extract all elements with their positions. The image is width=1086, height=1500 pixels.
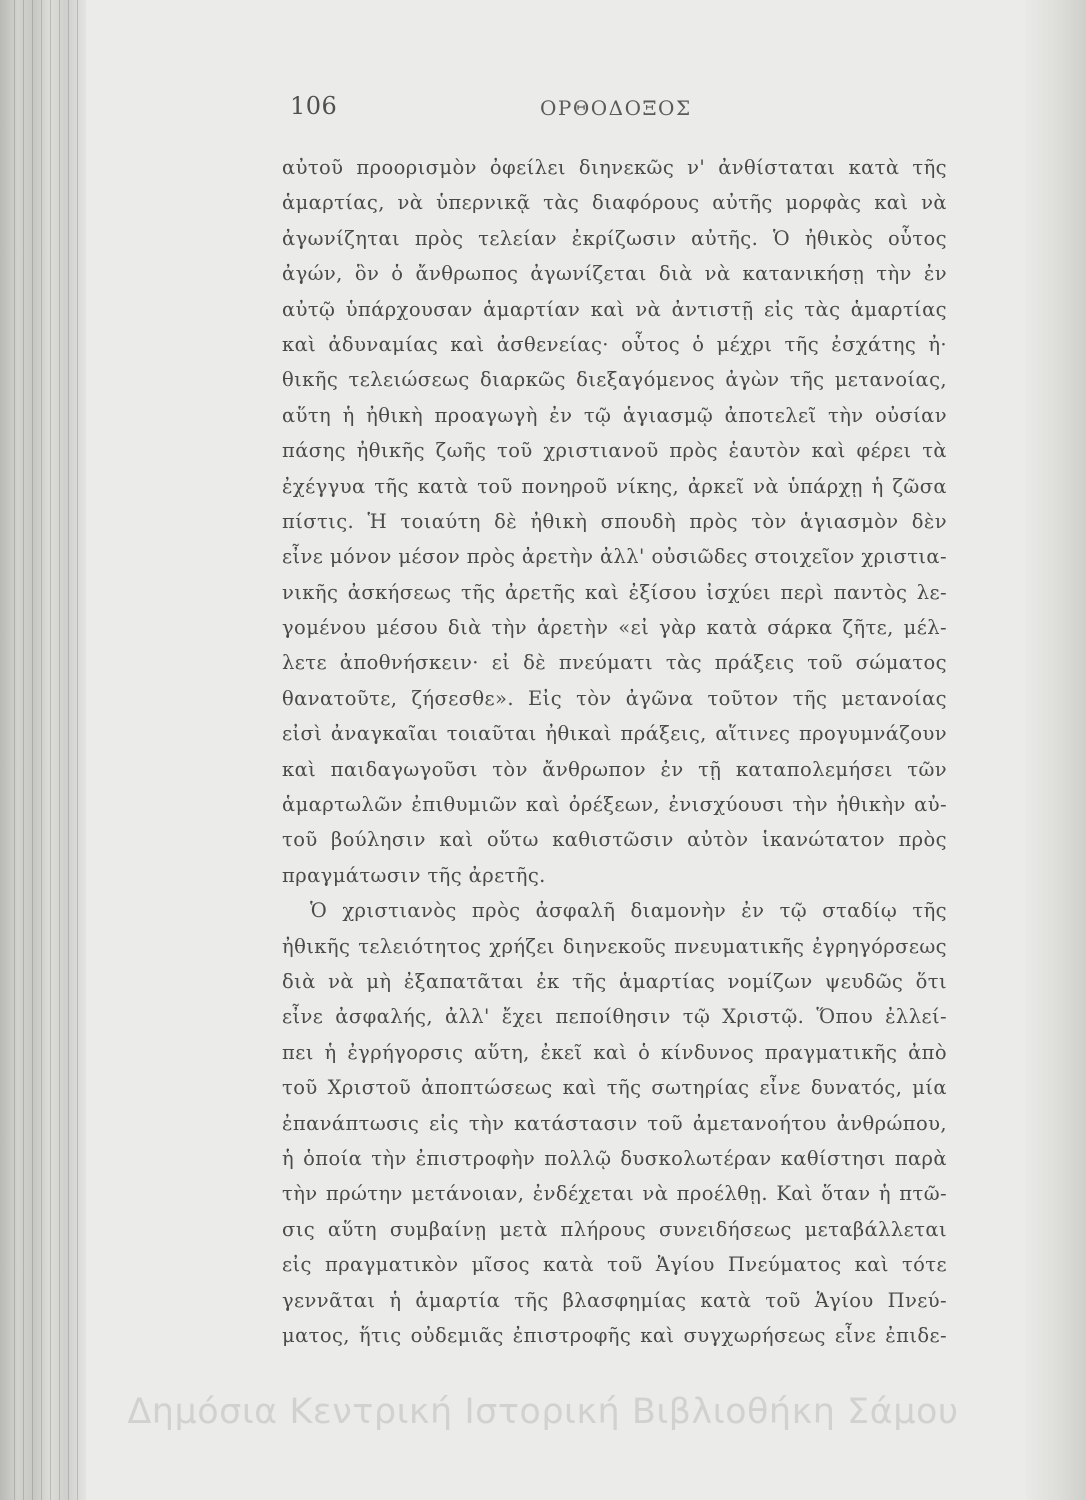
text-line: ἁμαρτωλῶν ἐπιθυμιῶν καὶ ὀρέξεων, ἐνισχύουσι τὴν ἠθικὴν αὐ- <box>282 793 947 817</box>
text-line: γεννᾶται ἡ ἁμαρτία τῆς βλασφημίας κατὰ τοῦ Ἁγίου Πνεύ- <box>282 1288 947 1312</box>
page-number: 106 <box>290 92 338 120</box>
text-line: αὐτῷ ὑπάρχουσαν ἁμαρτίαν καὶ νὰ ἀντιστῇ εἰς τὰς ἁμαρτίας <box>282 297 947 321</box>
text-line: αὕτη ἡ ἠθικὴ προαγωγὴ ἐν τῷ ἁγιασμῷ ἀποτελεῖ τὴν οὐσίαν <box>282 403 947 427</box>
text-line: πραγμάτωσιν τῆς ἀρετῆς. <box>282 863 546 887</box>
body-text <box>282 150 947 1353</box>
text-line: τοῦ Χριστοῦ ἀποπτώσεως καὶ τῆς σωτηρίας εἶνε δυνατός, μία <box>282 1076 947 1100</box>
text-line: θικῆς τελειώσεως διαρκῶς διεξαγόμενος ἀγὼν τῆς μετανοίας, <box>282 368 947 392</box>
text-line: εἰσὶ ἀναγκαῖαι τοιαῦται ἠθικαὶ πράξεις, αἵτινες προγυμνάζουν <box>282 722 947 746</box>
text-line: Ὁ χριστιανὸς πρὸς ἀσφαλῆ διαμονὴν ἐν τῷ σταδίῳ τῆς <box>310 899 947 923</box>
page-stack-lines <box>14 0 84 1500</box>
text-line: τὴν πρώτην μετάνοιαν, ἐνδέχεται νὰ προέλθῃ. Καὶ ὅταν ἡ πτῶ- <box>282 1182 947 1206</box>
library-watermark: Δημόσια Κεντρική Ιστορική Βιβλιοθήκη Σάμου <box>127 1392 959 1432</box>
text-line: ἁμαρτίας, νὰ ὑπερνικᾷ τὰς διαφόρους αὐτῆς μορφὰς καὶ νὰ <box>282 191 947 215</box>
text-line: ἡ ὁποία τὴν ἐπιστροφὴν πολλῷ δυσκολωτέραν καθίστησι παρὰ <box>282 1146 947 1170</box>
text-line: θανατοῦτε, ζήσεσθε». Εἰς τὸν ἀγῶνα τοῦτον τῆς μετανοίας <box>282 686 947 710</box>
text-line: πει ἡ ἐγρήγορσις αὕτη, ἐκεῖ καὶ ὁ κίνδυνος πραγματικῆς ἀπὸ <box>282 1040 947 1064</box>
page-edge-right <box>1026 0 1086 1500</box>
text-line: εἶνε μόνον μέσον πρὸς ἀρετὴν ἀλλ' οὐσιῶδες στοιχεῖον χριστια- <box>282 545 947 569</box>
text-line: ἀγών, ὃν ὁ ἄνθρωπος ἀγωνίζεται διὰ νὰ κατανικήσῃ τὴν ἐν <box>282 262 947 286</box>
text-line: διὰ νὰ μὴ ἐξαπατᾶται ἐκ τῆς ἁμαρτίας νομίζων ψευδῶς ὅτι <box>282 969 947 993</box>
text-line: αὐτοῦ προορισμὸν ὀφείλει διηνεκῶς ν' ἀνθίσταται κατὰ τῆς <box>282 156 947 179</box>
text-line: εἶνε ἀσφαλής, ἀλλ' ἔχει πεποίθησιν τῷ Χριστῷ. Ὅπου ἐλλεί- <box>282 1005 947 1029</box>
text-line: ἀγωνίζηται πρὸς τελείαν ἐκρίζωσιν αὐτῆς. Ὁ ἠθικὸς οὗτος <box>282 226 947 250</box>
page-header <box>0 92 1086 132</box>
text-line: σις αὕτη συμβαίνῃ μετὰ πλήρους συνειδήσεως μεταβάλλεται <box>282 1217 947 1241</box>
text-line: νικῆς ἀσκήσεως τῆς ἀρετῆς καὶ ἐξίσου ἰσχύει περὶ παντὸς λε- <box>282 580 947 604</box>
text-line: πάσης ἠθικῆς ζωῆς τοῦ χριστιανοῦ πρὸς ἑαυτὸν καὶ φέρει τὰ <box>282 439 947 463</box>
running-head: ΟΡΘΟΔΟΞΟΣ <box>540 96 692 120</box>
text-line: ἐπανάπτωσις εἰς τὴν κατάστασιν τοῦ ἀμετανοήτου ἀνθρώπου, <box>282 1111 947 1135</box>
text-line: τοῦ βούλησιν καὶ οὕτω καθιστῶσιν αὐτὸν ἱκανώτατον πρὸς <box>282 828 947 852</box>
text-line: καὶ ἀδυναμίας καὶ ἀσθενείας· οὗτος ὁ μέχρι τῆς ἐσχάτης ἠ· <box>282 332 947 356</box>
text-line: πίστις. Ἡ τοιαύτη δὲ ἠθικὴ σπουδὴ πρὸς τὸν ἁγιασμὸν δὲν <box>282 509 947 533</box>
text-line: ματος, ἥτις οὐδεμιᾶς ἐπιστροφῆς καὶ συγχωρήσεως εἶνε ἐπιδε- <box>282 1323 947 1347</box>
text-line: εἰς πραγματικὸν μῖσος κατὰ τοῦ Ἁγίου Πνεύματος καὶ τότε <box>282 1253 947 1277</box>
text-line: ἠθικῆς τελειότητος χρήζει διηνεκοῦς πνευματικῆς ἐγρηγόρσεως <box>282 934 947 958</box>
text-line: καὶ παιδαγωγοῦσι τὸν ἄνθρωπον ἐν τῇ καταπολεμήσει τῶν <box>282 757 947 781</box>
text-line: γομένου μέσου διὰ τὴν ἀρετὴν «εἰ γὰρ κατὰ σάρκα ζῆτε, μέλ- <box>282 616 947 640</box>
text-line: ἐχέγγυα τῆς κατὰ τοῦ πονηροῦ νίκης, ἀρκεῖ νὰ ὑπάρχῃ ἡ ζῶσα <box>282 474 947 498</box>
text-line: λετε ἀποθνήσκειν· εἰ δὲ πνεύματι τὰς πράξεις τοῦ σώματος <box>282 651 947 675</box>
